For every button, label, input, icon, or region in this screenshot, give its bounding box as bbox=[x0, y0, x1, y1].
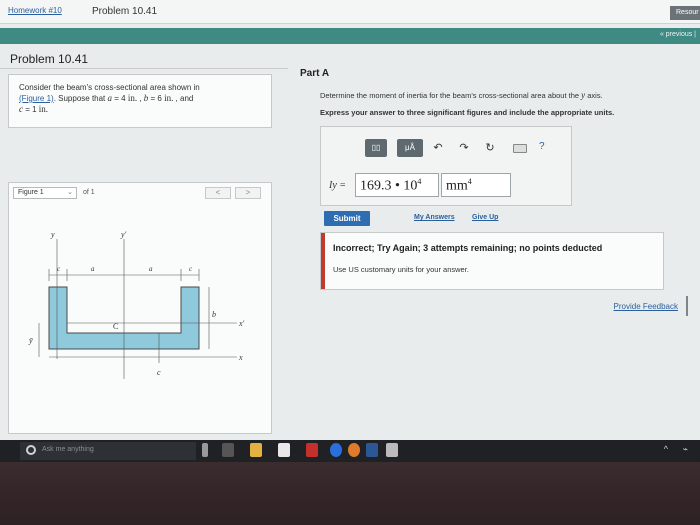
previous-link[interactable]: « previous | bbox=[659, 31, 696, 38]
question-text bbox=[320, 90, 603, 100]
provide-feedback-link[interactable]: Provide Feedback bbox=[613, 302, 678, 311]
problem-suppose: . Suppose that bbox=[53, 94, 108, 103]
label-c-bottom: c bbox=[157, 368, 161, 377]
store-icon[interactable] bbox=[278, 443, 290, 457]
submit-button[interactable]: Submit bbox=[324, 211, 370, 226]
reset-icon[interactable]: ↻ bbox=[485, 142, 495, 154]
instructions: Express your answer to three significant figures and include the appropriate units. bbox=[320, 108, 615, 117]
templates-button[interactable]: ▯▯ bbox=[365, 139, 387, 157]
figure-link[interactable]: (Figure 1) bbox=[19, 94, 54, 103]
var-b: b bbox=[143, 93, 149, 103]
navigation-bar bbox=[0, 28, 700, 44]
chevron-down-icon: ⌄ bbox=[67, 189, 73, 196]
answer-mantissa: 169.3 • 10 bbox=[360, 178, 418, 194]
var-c: c bbox=[19, 104, 23, 114]
resources-button[interactable]: Resour bbox=[670, 6, 700, 20]
feedback-panel bbox=[320, 232, 664, 290]
figure-count: of 1 bbox=[83, 189, 95, 196]
unit-base: mm bbox=[446, 178, 468, 194]
cortana-icon bbox=[26, 445, 36, 455]
figure-prev-button[interactable]: < bbox=[205, 187, 231, 199]
microphone-icon[interactable] bbox=[202, 443, 208, 457]
taskbar-search-placeholder: Ask me anything bbox=[42, 446, 94, 453]
feedback-title: Incorrect; Try Again; 3 attempts remaining; no points deducted bbox=[333, 243, 603, 253]
label-b: b bbox=[212, 310, 216, 319]
homework-breadcrumb-link[interactable]: Homework #10 bbox=[8, 6, 62, 15]
my-answers-link[interactable]: My Answers bbox=[414, 214, 455, 221]
monitor-bezel bbox=[0, 462, 700, 525]
question-axis: y bbox=[581, 90, 586, 100]
redo-icon[interactable]: ↷ bbox=[459, 142, 469, 154]
scrollbar[interactable] bbox=[686, 296, 688, 316]
label-centroid-c: C bbox=[113, 322, 119, 331]
answer-label: Iy = bbox=[329, 180, 347, 191]
app-icon[interactable] bbox=[306, 443, 318, 457]
unit-c: in. bbox=[38, 104, 49, 114]
problem-intro: Consider the beam's cross-sectional area shown in bbox=[19, 83, 200, 92]
val-b: = 6 bbox=[148, 94, 165, 103]
feedback-text: Use US customary units for your answer. bbox=[333, 265, 469, 274]
label-c-top-left: c bbox=[57, 265, 61, 273]
figure-selector-label: Figure 1 bbox=[18, 189, 44, 196]
answer-panel bbox=[320, 126, 572, 206]
label-y: y bbox=[51, 230, 55, 239]
label-c-top-right: c bbox=[189, 265, 193, 273]
browser-icon[interactable] bbox=[330, 443, 342, 457]
problem-statement: Consider the beam's cross-sectional area shown in (Figure 1). Suppose that a = 4 in. , b = 6 in. , and c = 1 in. bbox=[8, 74, 272, 128]
units-button[interactable]: μÅ bbox=[397, 139, 423, 157]
answer-value-field[interactable] bbox=[355, 173, 439, 197]
question-prefix: Determine the moment of inertia for the beam's cross-sectional area about the bbox=[320, 91, 582, 100]
problem-and: , and bbox=[173, 94, 194, 103]
answer-unit-field[interactable] bbox=[441, 173, 511, 197]
label-y-bar: ȳ bbox=[29, 336, 33, 345]
tray-expand-icon[interactable]: ^ bbox=[663, 444, 668, 454]
divider bbox=[0, 68, 288, 69]
beam-cross-section-diagram bbox=[9, 183, 273, 435]
val-c: = 1 bbox=[23, 105, 39, 114]
part-title: Part A bbox=[300, 68, 330, 79]
unit-a: in. bbox=[127, 93, 138, 103]
firefox-icon[interactable] bbox=[348, 443, 360, 457]
taskbar-search[interactable] bbox=[20, 442, 196, 460]
task-view-icon[interactable] bbox=[222, 443, 234, 457]
label-x-prime: x' bbox=[239, 319, 245, 328]
give-up-link[interactable]: Give Up bbox=[472, 214, 499, 221]
undo-icon[interactable]: ↶ bbox=[433, 142, 443, 154]
label-a-left: a bbox=[91, 265, 95, 273]
answer-exponent: 4 bbox=[417, 177, 422, 186]
file-explorer-icon[interactable] bbox=[250, 443, 262, 457]
network-icon[interactable]: ⌁ bbox=[682, 444, 688, 454]
val-a: = 4 bbox=[112, 94, 128, 103]
unit-b: in. bbox=[164, 93, 174, 103]
error-indicator bbox=[321, 233, 325, 289]
help-icon[interactable]: ? bbox=[539, 141, 545, 152]
top-bar bbox=[0, 0, 700, 24]
label-x: x bbox=[239, 353, 243, 362]
taskbar bbox=[0, 440, 700, 462]
label-y-prime: y' bbox=[121, 230, 127, 239]
word-icon[interactable] bbox=[366, 443, 378, 457]
figure-panel bbox=[8, 182, 272, 434]
people-icon[interactable] bbox=[386, 443, 398, 457]
var-a: a bbox=[107, 93, 113, 103]
problem-title: Problem 10.41 bbox=[10, 52, 89, 66]
header-title: Problem 10.41 bbox=[92, 6, 158, 17]
question-suffix: axis. bbox=[585, 91, 603, 100]
unit-exponent: 4 bbox=[467, 177, 472, 186]
label-a-right: a bbox=[149, 265, 153, 273]
keyboard-icon[interactable] bbox=[513, 144, 527, 153]
figure-next-button[interactable]: > bbox=[235, 187, 261, 199]
